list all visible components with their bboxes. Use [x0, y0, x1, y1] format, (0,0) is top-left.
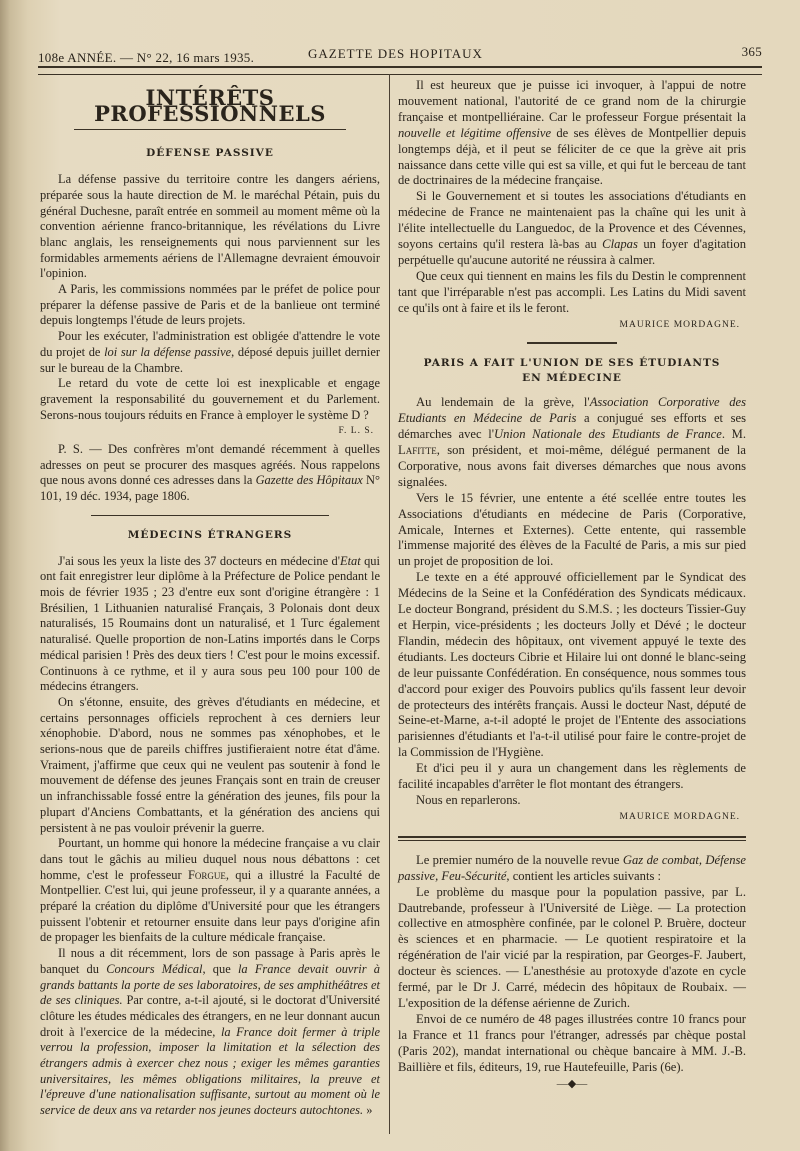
article-title-medecins-etrangers: MÉDECINS ÉTRANGERS — [127, 528, 293, 541]
signature: MAURICE MORDAGNE. — [619, 811, 740, 822]
article-separator — [91, 515, 329, 516]
signature: MAURICE MORDAGNE. — [619, 319, 740, 330]
paragraph: Nous en reparlerons. — [416, 792, 521, 807]
paragraph: Le problème du masque pour la population passive, par L. Dautrebande, professeur à l'Université de Liège. — La protection collective en atmosphère confinée, par le colonel P. Bruère, docteur ès sciences et en pharmacie. — Le quotient respiratoire et la régénération de l'air vicié par la respiration, par Georges-F. Jaubert, docteur ès sciences. — L'anesthésie au protoxyde d'azote en cycle fermé, par le Dr J. Carré, médecin des hôpitaux de Roubaix. — L'exposition de la défense aérienne de Zurich. — [398, 884, 746, 1010]
article-title-union-etudiants — [398, 356, 746, 388]
paragraph: Si le Gouvernement et si toutes les associations d'étudiants en médecine de France ne maintenaient pas la chaîne qui les unit à l'élite intellectuelle du Languedoc, de la Provence et des Cévennes, soyons certains qu'il restera là-bas au Clapas un foyer d'agitation perpétuelle qu'aucune autorité ne réussira à calmer. — [398, 189, 746, 267]
section-heading: INTÉRÊTS PROFESSIONNELS — [94, 85, 326, 126]
paragraph: Le texte en a été approuvé officiellement par le Syndicat des Médecins de la Seine et la Confédération des Syndicats médicaux. Le docteur Bongrand, président du S.M.S. ; les docteurs Tissier-Guy et Herpin, vice-présidents ; les docteurs Jolly et Dévé ; le docteur Flandin, médecin des hôpitaux, ont vivement appuyé le texte des étudiants. Les docteurs Cibrie et Hilaire lui ont donné le blanc-seing de leur puissante Confédération. En conséquence, nous sommes tous d'accord pour exiger des Pouvoirs publics qu'ils fassent leur devoir de protecteurs des intérêts français. Aussi le docteur Nast, député de Seine-et-Marne, a-t-il adopté le projet de l'Entente des associations parisiennes d'étudiants et l'a-t-il utilisé pour faire le contre-projet de la Commission de l'Hygiène. — [398, 570, 746, 760]
heading-rule — [74, 129, 346, 130]
right-column — [398, 78, 746, 1093]
paragraph: Envoi de ce numéro de 48 pages illustrées contre 10 francs pour la France et 11 francs pour l'étranger, adressés par chèque postal (Paris 202), mandat international ou chèque bancaire à MM. J.-B. Baillière et fils, éditeurs, 19, rue Hautefeuille, Paris (6e). — [398, 1011, 746, 1074]
journal-title: GAZETTE DES HOPITAUX — [308, 46, 483, 61]
paragraph: Le retard du vote de cette loi est inexplicable et engage gravement la responsabilité du gouvernement et du Parlement. Serons-nous toujours réduits en France à employer le système D ? — [40, 376, 380, 422]
issue-info: 108e ANNÉE. — N° 22, 16 mars 1935. — [38, 50, 255, 65]
signature: F. L. S. — [338, 426, 374, 437]
title-line: EN MÉDECINE — [522, 372, 622, 385]
end-ornament: —◆— — [556, 1078, 588, 1091]
article-separator — [398, 836, 746, 841]
paragraph: A Paris, les commissions nommées par le préfet de police pour préparer la défense passive de Paris et de la banlieue ont terminé depuis longtemps l'étude de leurs projets. — [40, 282, 380, 328]
page-number: 365 — [741, 44, 762, 59]
paragraph: Que ceux qui tiennent en mains les fils du Destin le comprennent tant que l'irréparable n'est pas accompli. Les Latins du Midi savent ce qu'ils ont à faire et ils le feront. — [398, 268, 746, 315]
header-rule — [38, 66, 762, 75]
article-title-defense-passive: DÉFENSE PASSIVE — [146, 147, 274, 160]
column-divider — [389, 74, 390, 1134]
paragraph: Vers le 15 février, une entente a été scellée entre toutes les Associations d'étudiants en médecine de Paris (Corporative, Amicale, Internes et Externes). Cette entente, qui rassemble l'immense majorité des élèves de la Faculté de Paris, a mis sur pied un projet de proposition de loi. — [398, 490, 746, 569]
paragraph: Pourtant, un homme qui honore la médecine française a vu clair dans tout le gâchis au milieu duquel nous nous débattons : cet homme, c'est le professeur Forgue, qui a illustré la Faculté de Montpellier. C'est lui, qui jeune professeur, il y a quarante années, a préparé la création du diplôme d'Université pour que les étrangers puissent l'obtenir et retourner ensuite dans leur pays d'origine afin de propager les bienfaits de la culture médicale française. — [40, 836, 380, 945]
paragraph: Pour les exécuter, l'administration est obligée d'attendre le vote du projet de loi sur la défense passive, déposé depuis juillet dernier sur le bureau de la Chambre. — [40, 329, 381, 375]
paragraph: Le premier numéro de la nouvelle revue Gaz de combat, Défense passive, Feu-Sécurité, contient les articles suivants : — [398, 852, 746, 883]
paragraph: La défense passive du territoire contre les dangers aériens, préparée sous la haute direction de M. le maréchal Pétain, puis du général Duchesne, paraît entrée en sommeil au moment même où la convention aérienne franco-britannique, les révélations du Livre blanc anglais, les renseignements qui nous parviennent sur les formidables armements aériens de l'Allemagne devraient émouvoir l'opinion. — [40, 172, 380, 281]
paragraph: Au lendemain de la grève, l'Association Corporative des Etudiants en Médecine de Paris a conjugué ses efforts et ses démarches avec l'Union Nationale des Etudiants de France. M. Lafitte, son président, et moi-même, délégué permanent de la Corporative, nous avons fait diverses démarches que nous avons signalées. — [398, 395, 747, 489]
paragraph: Il nous a dit récemment, lors de son passage à Paris après le banquet du Concours Médical, que la France devait ouvrir à grands battants la porte de ses laboratoires, de ses amphithéâtres et de ses cliniques. Par contre, a-t-il ajouté, si le doctorat d'Université clôture les études médicales des étrangers, en ne leur donnant aucun droit à l'exercice de la médecine, la France doit fermer à triple verrou la profession, imposer la limitation et la sélection des étrangers admis à exercer chez nous ; exiger les mêmes garanties universitaires, les mêmes obligations militaires, la preuve et l'épreuve d'une nationalisation suffisante, surtout au moment où le service de deux ans va retarder nos jeunes docteurs autochtones. » — [40, 946, 380, 1118]
left-column — [40, 78, 380, 1119]
paragraph: On s'étonne, ensuite, des grèves d'étudiants en médecine, et certains personnages officiels reprochent à ces derniers leur xénophobie. D'abord, nous ne sommes pas xénophobes, et le serions-nous que de pareils chiffres justifieraient notre état d'âme. Vraiment, j'affirme que ceux qui ne veulent pas soutenir à fond le mouvement de défense des jeunes Français sont en train de creuser un infranchissable fossé entre la génération des jeunes, fils pour la plupart d'Anciens Combattants, et la génération des anciens qui persistent à ne pas vouloir prévenir la guerre. — [40, 694, 380, 835]
paragraph: P. S. — Des confrères m'ont demandé récemment à quelles adresses on peut se procurer des masques agréés. Nous rappelons que nous avons donné ces adresses dans la Gazette des Hôpitaux N° 101, 19 déc. 1934, page 1806. — [40, 442, 380, 504]
paragraph: J'ai sous les yeux la liste des 37 docteurs en médecine d'Etat qui ont fait enregistrer leur diplôme à la Préfecture de Police pendant le mois de février 1935 ; 23 d'entre eux sont d'origine étrangère : 1 Brésilien, 1 Lithuanien naturalisé Français, 3 Polonais dont deux naturalisés, 15 Roumains dont un naturalisé, et 1 Turc également naturalisé. Quelle proportion de non-Latins importés dans le Corps médical parisien ! Près des deux tiers ! C'est pour le moins excessif. Continuons à ce rythme, et il y aura sous peu 100 pour 100 de médecins étrangers. — [40, 553, 380, 694]
page-header — [38, 44, 762, 66]
article-separator — [527, 342, 617, 344]
paragraph: Il est heureux que je puisse ici invoquer, à l'appui de notre mouvement national, l'autorité de ce grand nom de la chirurgie française et montpelliéraine. Car le professeur Forgue présentait la nouvelle et légitime offensive de ses élèves de Montpellier depuis longtemps déjà, et il peut se féliciter de ce que la grève ait pris naissance dans cette ville qui est sa ville, et qui fut le berceau de tant de doctrinaires de la médecine française. — [398, 78, 746, 188]
title-line: PARIS A FAIT L'UNION DE SES ÉTUDIANTS — [423, 356, 721, 369]
paragraph: Et d'ici peu il y aura un changement dans les règlements de facilité incapables d'arrêter le flot montant des étrangers. — [398, 761, 746, 792]
